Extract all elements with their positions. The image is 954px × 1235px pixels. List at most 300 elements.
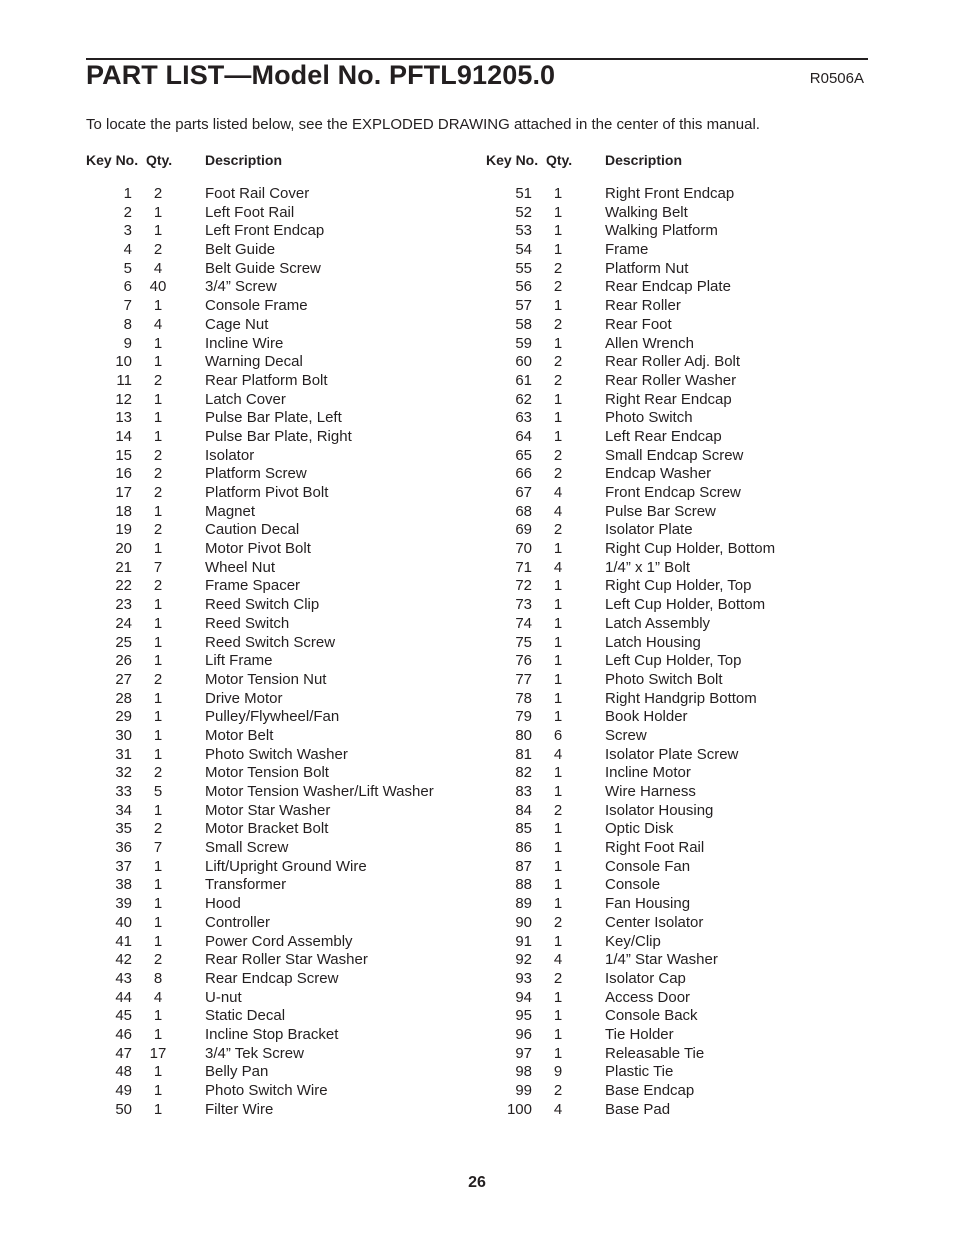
part-key-no: 32 xyxy=(115,764,132,782)
part-qty: 1 xyxy=(553,596,563,614)
part-description: Incline Stop Bracket xyxy=(205,1025,339,1043)
part-description: Filter Wire xyxy=(205,1100,274,1118)
part-qty: 1 xyxy=(553,652,563,670)
part-description: Isolator Housing xyxy=(605,801,714,819)
part-key-no: 19 xyxy=(115,521,132,539)
part-row xyxy=(86,278,466,297)
part-description: Pulse Bar Plate, Left xyxy=(205,409,342,427)
part-qty: 4 xyxy=(553,1100,563,1118)
part-description: Base Endcap xyxy=(605,1082,695,1099)
part-description: Caution Decal xyxy=(205,521,300,539)
part-row xyxy=(486,222,866,241)
part-key-no: 27 xyxy=(115,670,132,688)
part-description: Walking Belt xyxy=(605,203,688,221)
part-key-no: 86 xyxy=(515,839,532,857)
part-row xyxy=(86,858,466,877)
part-row xyxy=(486,858,866,877)
part-key-no: 48 xyxy=(115,1063,132,1081)
part-qty: 1 xyxy=(553,932,563,950)
part-row xyxy=(86,204,466,223)
part-key-no: 56 xyxy=(515,278,532,296)
part-row xyxy=(486,970,866,989)
part-description: Reed Switch Screw xyxy=(205,633,336,651)
part-row xyxy=(486,802,866,821)
part-row xyxy=(486,1101,866,1120)
header-description: Description xyxy=(605,152,683,168)
part-qty: 17 xyxy=(149,1044,167,1062)
part-description: Photo Switch Washer xyxy=(205,745,348,763)
part-row xyxy=(86,727,466,746)
part-key-no: 49 xyxy=(115,1082,132,1099)
part-row xyxy=(486,540,866,559)
part-qty: 1 xyxy=(553,1007,563,1025)
part-key-no: 69 xyxy=(515,521,532,539)
part-qty: 2 xyxy=(153,951,163,969)
part-key-no: 15 xyxy=(115,446,132,464)
part-qty: 7 xyxy=(153,558,163,576)
part-description: U-nut xyxy=(205,988,242,1006)
parts-list-right xyxy=(486,185,866,1119)
part-qty: 1 xyxy=(153,708,163,726)
part-row xyxy=(86,503,466,522)
part-row xyxy=(86,783,466,802)
part-qty: 1 xyxy=(553,409,563,427)
part-key-no: 8 xyxy=(123,315,132,333)
part-row xyxy=(86,802,466,821)
part-description: Console Fan xyxy=(605,857,691,875)
part-row xyxy=(86,540,466,559)
part-key-no: 83 xyxy=(515,783,532,800)
part-qty: 1 xyxy=(153,652,163,670)
part-qty: 2 xyxy=(153,371,163,389)
part-key-no: 42 xyxy=(115,951,132,969)
part-description: Belly Pan xyxy=(205,1063,269,1081)
part-description: Rear Endcap Plate xyxy=(605,278,731,296)
part-key-no: 10 xyxy=(115,353,132,371)
part-row xyxy=(86,914,466,933)
part-description: Incline Wire xyxy=(205,334,284,352)
part-description: Reed Switch xyxy=(205,614,290,632)
part-key-no: 58 xyxy=(515,315,532,333)
column-header xyxy=(86,152,466,170)
part-description: Frame xyxy=(605,241,649,259)
part-row xyxy=(86,951,466,970)
part-qty: 1 xyxy=(153,857,163,875)
part-qty: 1 xyxy=(153,540,163,558)
part-qty: 1 xyxy=(153,745,163,763)
part-description: Power Cord Assembly xyxy=(205,932,353,950)
part-qty: 1 xyxy=(553,334,563,352)
part-qty: 8 xyxy=(153,969,163,987)
part-key-no: 13 xyxy=(115,409,132,427)
part-key-no: 35 xyxy=(115,820,132,838)
part-row xyxy=(86,746,466,765)
part-description: Allen Wrench xyxy=(605,334,694,352)
part-key-no: 16 xyxy=(115,465,132,483)
part-row xyxy=(86,1026,466,1045)
part-row xyxy=(86,559,466,578)
part-row xyxy=(486,353,866,372)
part-description: Isolator Plate xyxy=(605,521,693,539)
part-description: Motor Pivot Bolt xyxy=(205,540,311,558)
part-description: Foot Rail Cover xyxy=(205,185,310,202)
part-row xyxy=(86,222,466,241)
part-description: Tie Holder xyxy=(605,1025,674,1043)
part-row xyxy=(86,409,466,428)
parts-column-right xyxy=(486,152,866,1118)
part-row xyxy=(86,521,466,540)
part-description: Base Pad xyxy=(605,1100,671,1118)
part-row xyxy=(486,895,866,914)
part-description: Right Cup Holder, Bottom xyxy=(605,540,776,558)
part-row xyxy=(486,1082,866,1101)
part-qty: 2 xyxy=(153,577,163,595)
part-qty: 2 xyxy=(553,969,563,987)
part-description: 1/4” x 1” Bolt xyxy=(605,558,691,576)
part-qty: 1 xyxy=(553,857,563,875)
part-row xyxy=(86,634,466,653)
part-key-no: 41 xyxy=(115,932,132,950)
part-row xyxy=(486,1026,866,1045)
part-description: Cage Nut xyxy=(205,315,269,333)
part-qty: 2 xyxy=(153,185,163,202)
part-row xyxy=(86,652,466,671)
part-row xyxy=(86,615,466,634)
part-key-no: 67 xyxy=(515,484,532,501)
part-qty: 1 xyxy=(553,222,563,240)
part-qty: 40 xyxy=(149,278,167,296)
part-row xyxy=(486,409,866,428)
part-row xyxy=(486,521,866,540)
part-row xyxy=(486,559,866,578)
header-qty: Qty. xyxy=(546,152,573,168)
part-key-no: 7 xyxy=(123,297,132,315)
part-key-no: 31 xyxy=(115,745,132,763)
part-description: Console Frame xyxy=(205,297,308,315)
part-description: Center Isolator xyxy=(605,913,704,931)
part-qty: 1 xyxy=(553,297,563,315)
part-qty: 2 xyxy=(153,446,163,464)
part-description: Wire Harness xyxy=(605,783,696,800)
part-qty: 1 xyxy=(153,353,163,371)
part-row xyxy=(486,764,866,783)
parts-column-left xyxy=(86,152,466,1118)
part-qty: 1 xyxy=(153,1007,163,1025)
part-qty: 2 xyxy=(153,670,163,688)
part-key-no: 91 xyxy=(515,932,532,950)
part-row xyxy=(86,241,466,260)
part-row xyxy=(86,1007,466,1026)
part-qty: 1 xyxy=(553,708,563,726)
part-row xyxy=(486,708,866,727)
part-description: Right Handgrip Bottom xyxy=(605,689,757,707)
part-row xyxy=(86,690,466,709)
part-description: Console xyxy=(605,876,661,894)
part-qty: 5 xyxy=(153,783,163,800)
part-description: Latch Housing xyxy=(605,633,701,651)
part-description: Book Holder xyxy=(605,708,688,726)
part-description: Small Screw xyxy=(205,839,289,857)
part-description: Controller xyxy=(205,913,271,931)
part-qty: 1 xyxy=(153,801,163,819)
part-key-no: 26 xyxy=(115,652,132,670)
part-qty: 2 xyxy=(553,371,563,389)
part-description: Left Cup Holder, Top xyxy=(605,652,742,670)
part-row xyxy=(486,596,866,615)
part-qty: 1 xyxy=(153,222,163,240)
part-key-no: 68 xyxy=(515,502,532,520)
part-row xyxy=(86,1063,466,1082)
part-qty: 4 xyxy=(153,259,163,277)
part-row xyxy=(86,484,466,503)
part-description: Optic Disk xyxy=(605,820,674,838)
part-description: Right Foot Rail xyxy=(605,839,705,857)
part-qty: 4 xyxy=(153,988,163,1006)
part-qty: 1 xyxy=(553,1025,563,1043)
part-key-no: 34 xyxy=(115,801,132,819)
part-qty: 1 xyxy=(153,1082,163,1099)
part-qty: 1 xyxy=(153,876,163,894)
part-row xyxy=(486,820,866,839)
part-description: Console Back xyxy=(605,1007,698,1025)
part-row xyxy=(486,241,866,260)
part-description: Small Endcap Screw xyxy=(605,446,744,464)
part-qty: 4 xyxy=(553,558,563,576)
part-qty: 1 xyxy=(153,297,163,315)
part-row xyxy=(86,577,466,596)
part-key-no: 81 xyxy=(515,745,532,763)
part-description: Platform Pivot Bolt xyxy=(205,484,329,501)
header-key-no: Key No. xyxy=(86,152,139,168)
part-key-no: 14 xyxy=(115,427,132,445)
part-key-no: 88 xyxy=(515,876,532,894)
part-qty: 1 xyxy=(153,913,163,931)
part-key-no: 17 xyxy=(115,484,132,501)
part-row xyxy=(486,465,866,484)
part-qty: 1 xyxy=(153,633,163,651)
part-key-no: 87 xyxy=(515,857,532,875)
part-key-no: 38 xyxy=(115,876,132,894)
part-row xyxy=(86,596,466,615)
part-key-no: 92 xyxy=(515,951,532,969)
part-key-no: 65 xyxy=(515,446,532,464)
part-qty: 1 xyxy=(153,689,163,707)
part-key-no: 52 xyxy=(515,203,532,221)
part-description: Motor Tension Bolt xyxy=(205,764,329,782)
part-description: Rear Platform Bolt xyxy=(205,371,328,389)
part-row xyxy=(486,372,866,391)
part-row xyxy=(486,391,866,410)
part-description: Motor Bracket Bolt xyxy=(205,820,329,838)
part-description: Motor Belt xyxy=(205,726,274,744)
part-row xyxy=(86,1101,466,1120)
part-key-no: 50 xyxy=(115,1100,132,1118)
part-description: Magnet xyxy=(205,502,256,520)
part-qty: 2 xyxy=(553,259,563,277)
part-description: Lift Frame xyxy=(205,652,273,670)
part-row xyxy=(486,428,866,447)
intro-text: To locate the parts listed below, see the EXPLODED DRAWING attached in the center of this manual. xyxy=(86,116,760,133)
part-qty: 1 xyxy=(153,895,163,913)
part-description: Front Endcap Screw xyxy=(605,484,741,501)
part-row xyxy=(486,671,866,690)
part-row xyxy=(86,671,466,690)
part-row xyxy=(86,1082,466,1101)
part-description: Right Front Endcap xyxy=(605,185,735,202)
part-row xyxy=(86,820,466,839)
part-row xyxy=(86,933,466,952)
part-qty: 1 xyxy=(153,203,163,221)
part-key-no: 84 xyxy=(515,801,532,819)
part-key-no: 21 xyxy=(115,558,132,576)
part-row xyxy=(486,634,866,653)
part-key-no: 100 xyxy=(506,1100,532,1118)
part-row xyxy=(486,1063,866,1082)
part-qty: 4 xyxy=(553,502,563,520)
part-key-no: 80 xyxy=(515,726,532,744)
part-qty: 2 xyxy=(553,913,563,931)
part-key-no: 64 xyxy=(515,427,532,445)
part-qty: 1 xyxy=(553,633,563,651)
part-description: Motor Star Washer xyxy=(205,801,331,819)
part-row xyxy=(486,335,866,354)
part-key-no: 94 xyxy=(515,988,532,1006)
part-qty: 2 xyxy=(553,801,563,819)
part-key-no: 66 xyxy=(515,465,532,483)
part-description: 1/4” Star Washer xyxy=(605,951,718,969)
part-qty: 2 xyxy=(553,315,563,333)
part-qty: 1 xyxy=(153,1025,163,1043)
part-qty: 1 xyxy=(153,334,163,352)
part-qty: 1 xyxy=(553,876,563,894)
part-description: Isolator Plate Screw xyxy=(605,745,739,763)
part-key-no: 24 xyxy=(115,614,132,632)
part-qty: 1 xyxy=(553,689,563,707)
part-qty: 1 xyxy=(153,390,163,408)
part-description: Photo Switch xyxy=(605,409,693,427)
part-qty: 1 xyxy=(153,1100,163,1118)
part-key-no: 61 xyxy=(515,371,532,389)
part-row xyxy=(486,615,866,634)
part-row xyxy=(486,951,866,970)
part-description: Reed Switch Clip xyxy=(205,596,320,614)
part-key-no: 2 xyxy=(123,203,132,221)
part-description: Static Decal xyxy=(205,1007,286,1025)
part-row xyxy=(486,1007,866,1026)
part-row xyxy=(86,353,466,372)
part-key-no: 89 xyxy=(515,895,532,913)
part-key-no: 5 xyxy=(123,259,132,277)
part-key-no: 6 xyxy=(123,278,132,296)
part-row xyxy=(486,839,866,858)
part-row xyxy=(486,876,866,895)
part-key-no: 25 xyxy=(115,633,132,651)
part-description: Incline Motor xyxy=(605,764,691,782)
part-qty: 9 xyxy=(553,1063,563,1081)
part-description: Rear Roller xyxy=(605,297,681,315)
part-row xyxy=(486,1045,866,1064)
part-key-no: 36 xyxy=(115,839,132,857)
part-qty: 1 xyxy=(553,783,563,800)
part-row xyxy=(486,989,866,1008)
part-row xyxy=(86,970,466,989)
page-number: 26 xyxy=(468,1174,486,1191)
part-qty: 4 xyxy=(553,745,563,763)
part-qty: 1 xyxy=(153,932,163,950)
part-row xyxy=(86,260,466,279)
part-key-no: 70 xyxy=(515,540,532,558)
part-qty: 1 xyxy=(553,203,563,221)
part-description: Left Foot Rail xyxy=(205,203,295,221)
part-key-no: 33 xyxy=(115,783,132,800)
part-key-no: 18 xyxy=(115,502,132,520)
part-key-no: 53 xyxy=(515,222,532,240)
part-description: Left Rear Endcap xyxy=(605,427,722,445)
part-key-no: 1 xyxy=(123,185,132,202)
part-key-no: 51 xyxy=(515,185,532,202)
part-row xyxy=(86,372,466,391)
part-description: Latch Cover xyxy=(205,390,286,408)
part-qty: 1 xyxy=(553,1044,563,1062)
part-description: 3/4” Tek Screw xyxy=(205,1044,304,1062)
part-key-no: 11 xyxy=(116,371,132,389)
part-description: Platform Screw xyxy=(205,465,307,483)
page-title: PART LIST—Model No. PFTL91205.0 xyxy=(86,60,556,90)
part-key-no: 45 xyxy=(115,1007,132,1025)
part-description: Motor Tension Nut xyxy=(205,670,327,688)
part-row xyxy=(486,746,866,765)
part-key-no: 4 xyxy=(123,241,132,259)
part-description: Pulley/Flywheel/Fan xyxy=(205,708,340,726)
part-qty: 2 xyxy=(153,521,163,539)
part-description: Motor Tension Washer/Lift Washer xyxy=(205,783,434,800)
part-key-no: 20 xyxy=(115,540,132,558)
part-description: Belt Guide xyxy=(205,241,276,259)
part-description: Lift/Upright Ground Wire xyxy=(205,857,367,875)
column-header xyxy=(486,152,866,170)
part-qty: 1 xyxy=(553,988,563,1006)
part-qty: 2 xyxy=(553,278,563,296)
part-description: Screw xyxy=(605,726,647,744)
part-description: Isolator xyxy=(205,446,255,464)
part-qty: 1 xyxy=(153,614,163,632)
part-key-no: 37 xyxy=(115,857,132,875)
part-description: Rear Roller Washer xyxy=(605,371,737,389)
part-description: Rear Foot xyxy=(605,315,672,333)
part-key-no: 12 xyxy=(115,390,132,408)
part-description: Releasable Tie xyxy=(605,1044,705,1062)
part-description: Hood xyxy=(205,895,241,913)
part-qty: 1 xyxy=(553,764,563,782)
part-qty: 1 xyxy=(553,427,563,445)
part-key-no: 59 xyxy=(515,334,532,352)
part-key-no: 71 xyxy=(515,558,532,576)
part-description: Platform Nut xyxy=(605,259,689,277)
part-qty: 4 xyxy=(553,951,563,969)
part-key-no: 29 xyxy=(115,708,132,726)
part-row xyxy=(86,708,466,727)
part-key-no: 93 xyxy=(515,969,532,987)
part-key-no: 90 xyxy=(515,913,532,931)
part-qty: 1 xyxy=(553,540,563,558)
part-description: Key/Clip xyxy=(605,932,661,950)
part-description: Rear Roller Star Washer xyxy=(205,951,368,969)
part-key-no: 55 xyxy=(515,259,532,277)
part-qty: 1 xyxy=(153,409,163,427)
part-description: Endcap Washer xyxy=(605,465,712,483)
part-description: Right Rear Endcap xyxy=(605,390,732,408)
part-key-no: 98 xyxy=(515,1063,532,1081)
